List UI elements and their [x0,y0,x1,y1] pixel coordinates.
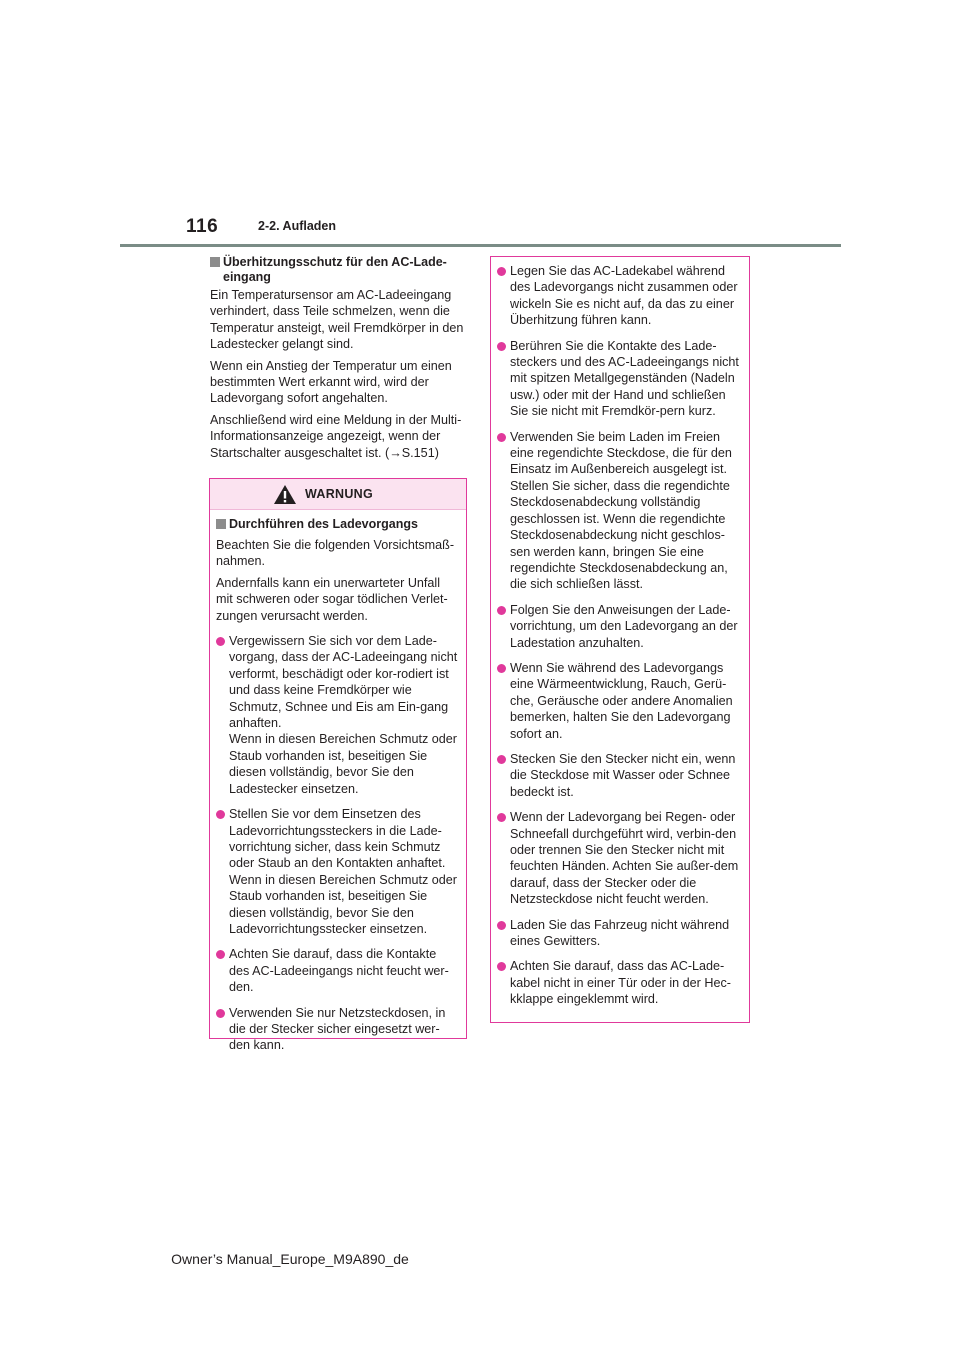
charging-procedure-heading [216,517,460,532]
list-item-text: Achten Sie darauf, dass die Kontakte des AC-Ladeeingangs nicht feucht wer-den. [229,947,449,995]
list-item [497,751,743,800]
list-item-text: Laden Sie das Fahrzeug nicht während eines Gewitters. [510,917,730,949]
bullet-dot-icon [497,267,506,276]
list-item [497,602,743,651]
list-item-text: Wenn der Ladevorgang bei Regen- oder Schneefall durchgeführt wird, verbin-den oder trennen Sie den Stecker nicht mit feuchten Händen. Achten Sie außer-dem darauf, dass der Stecker oder die Netzsteckdose nicht feucht werden. [510,810,739,907]
paragraph: Beachten Sie die folgenden Vorsichtsmaß-nahmen. [216,538,455,569]
overheat-protection-heading [210,255,468,285]
bullet-dot-icon [216,810,225,819]
list-item [497,263,743,329]
list-item [216,946,460,995]
section-title: 2-2. Aufladen [258,219,337,233]
left-column [210,255,468,461]
bullet-dot-icon [497,664,506,673]
warning-body [210,510,466,1054]
list-item [216,806,460,937]
warning-triangle-icon [273,484,297,505]
list-item-text: Verwenden Sie nur Netzsteckdosen, in die der Stecker sicher eingesetzt wer-den kann. [229,1005,446,1053]
bullet-dot-icon [497,433,506,442]
list-item [497,958,743,1007]
list-item-text: Folgen Sie den Anweisungen der Lade-vorrichtung, um den Ladevorgang an der Ladestation anzuhalten. [510,602,738,650]
footer [0,1251,960,1267]
footer-text: Owner’s Manual_Europe_M9A890_de [171,1251,409,1267]
list-item [497,429,743,593]
bullet-dot-icon [497,606,506,615]
list-item-text: Stecken Sie den Stecker nicht ein, wenn die Steckdose mit Wasser oder Schnee bedeckt ist. [510,751,736,799]
list-item-text: Vergewissern Sie sich vor dem Lade-vorgang, dass der AC-Ladeeingang nicht verformt, beschädigt oder kor-rodiert ist und dass keine Fremdkörper wie Schmutz, Schnee und Eis am Ein-gang anhaften. Wenn in diesen Bereichen Schmutz oder Staub vorhanden ist, beseitigen Sie diesen vollständig, bevor Sie den Ladestecker einsetzen. [229,634,458,796]
bullet-dot-icon [497,962,506,971]
list-item-text: Wenn Sie während des Ladevorgangs eine Wärmeentwicklung, Rauch, Gerü-che, Geräusche oder andere Anomalien bemerken, halten Sie den Ladevorgang sofort an. [510,660,733,741]
list-item-text: Legen Sie das AC-Ladekabel während des Ladevorgangs nicht zusammen oder wickeln Sie es nicht auf, da das zu einer Überhitzung führen kann. [510,264,738,328]
square-bullet-icon [216,519,226,529]
heading-text: Durchführen des Ladevorgangs [229,517,418,531]
list-item-text: Verwenden Sie beim Laden im Freien eine regendichte Steckdose, die für den Einsatz im Außenbereich ausgelegt ist. Stellen Sie sicher, dass die regendichte Steckdosenabdeckung vollständig geschlossen ist. Wenn die regendichte Steckdosenabdeckung nicht geschlos-sen werden kann, bringen Sie eine regendichte Steckdosenabdeckung an, die sich schließen lässt. [510,429,732,592]
list-item [216,1005,460,1054]
paragraph-page-reference: Anschließend wird eine Meldung in der Multi-Informationsanzeige angezeigt, wenn der Startschalter ausgeschaltet ist. (→S.151) [210,412,462,460]
list-item [497,338,743,420]
paragraph: Wenn ein Anstieg der Temperatur um einen bestimmten Wert erkannt wird, wird der Ladevorgang sofort angehalten. [210,358,452,406]
paragraph: Andernfalls kann ein unerwarteter Unfall mit schweren oder sogar tödlichen Verlet-zungen verursacht werden. [216,575,448,623]
bullet-dot-icon [497,921,506,930]
warning-title: WARNUNG [304,487,374,501]
bullet-dot-icon [497,755,506,764]
bullet-dot-icon [216,637,225,646]
bullet-dot-icon [497,342,506,351]
list-item-text: Achten Sie darauf, dass das AC-Lade-kabel nicht in einer Tür oder in der Hec-kklappe eingeklemmt wird. [510,959,731,1007]
square-bullet-icon [210,257,220,267]
heading-text: Überhitzungsschutz für den AC-Lade- eingang [223,255,447,284]
list-item [497,660,743,742]
page-number: 116 [186,216,219,237]
list-item [497,917,743,950]
bullet-dot-icon [216,1009,225,1018]
warning-continuation-box [490,256,750,1023]
warning-box [209,478,467,1053]
warning-header [210,479,466,510]
bullet-dot-icon [497,813,506,822]
paragraph: Ein Temperatursensor am AC-Ladeeingang verhindert, dass Teile schmelzen, wenn die Temperatur ansteigt, weil Fremdkörper in den Ladestecker gelangt sind. [210,288,464,352]
list-item-text: Stellen Sie vor dem Einsetzen des Ladevorrichtungssteckers in die Lade-vorrichtung sicher, dass kein Schmutz oder Staub an den Kontakten anhaftet. Wenn in diesen Bereichen Schmutz oder Staub vorhanden ist, beseitigen Sie diesen vollständig, bevor Sie den Ladevorrichtungsstecker einsetzen. [229,807,457,936]
list-item [216,633,460,797]
header-divider [120,244,841,247]
list-item-text: Berühren Sie die Kontakte des Lade-steckers und des AC-Ladeeingangs nicht mit spitzen Metallgegenständen (Nadeln usw.) oder mit der Hand und schließen Sie sie nicht mit Fremdkör-pern kurz. [510,338,739,419]
list-item [497,809,743,907]
bullet-dot-icon [216,950,225,959]
